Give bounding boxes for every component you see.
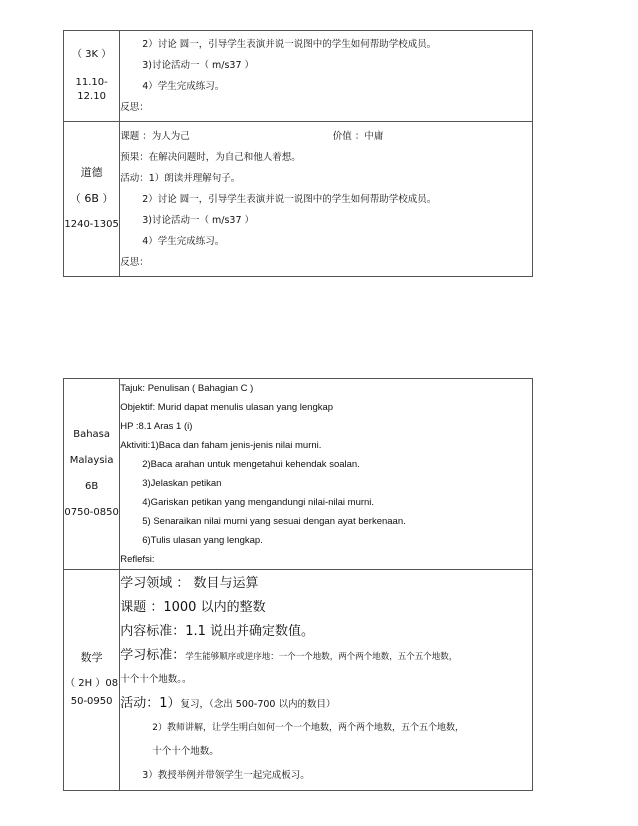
table-row xyxy=(64,379,533,570)
class-label: （ 6B ） xyxy=(69,192,114,205)
activity-line: 4）学生完成练习。 xyxy=(142,81,225,92)
learning-standard-label: 学习标准： xyxy=(120,648,186,663)
class-label: 6B xyxy=(85,481,99,492)
activity-line xyxy=(120,692,532,716)
activity-line: 3)讨论活动一（ m/s37 ） xyxy=(142,214,255,226)
activity-line: 4）学生完成练习。 xyxy=(142,235,225,247)
topic-line: Tajuk: Penulisan ( Bahagian C ) xyxy=(120,383,254,394)
class-time-cell xyxy=(64,31,120,122)
activity-line: 6)Tulis ulasan yang lengkap. xyxy=(142,535,263,546)
activity-line: 4)Gariskan petikan yang mengandungi nilai-nilai murni. xyxy=(142,497,375,508)
activity-line: 2）讨论 圆一，引导学生表演并说一说图中的学生如何帮助学校成员。 xyxy=(142,193,437,205)
learning-domain: 学习领域 ： 数目与运算 xyxy=(120,576,259,591)
time-label: 50-0950 xyxy=(70,696,113,707)
objective-line: 预果：在解决问题时，为自己和他人着想。 xyxy=(120,151,301,163)
objective-line: Objektif: Murid dapat menulis ulasan yang lengkap xyxy=(120,402,334,413)
time-label: 1240-1305 xyxy=(64,219,119,230)
content-standard: 内容标准：1.1 说出并确定数值。 xyxy=(120,624,315,639)
topic-line xyxy=(120,126,532,147)
activity-line: 3）教授举例并带领学生一起完成板习。 xyxy=(142,770,310,781)
subject-label: 数学 xyxy=(80,651,103,664)
lesson-content-cell xyxy=(120,122,533,277)
hp-line: HP :8.1 Aras 1 (i) xyxy=(120,421,193,432)
value-text: 价值 ：中庸 xyxy=(332,130,384,142)
reflection-line: 反思： xyxy=(120,102,149,113)
learning-standard-text: 学生能够顺序或逆序地：一个一个地数，两个两个地数，五个五个地数， xyxy=(185,652,458,662)
time-label: 0750-0850 xyxy=(64,507,119,518)
topic-line: 课题 ：1000 以内的整数 xyxy=(120,600,266,615)
subject-label-2: Malaysia xyxy=(69,455,114,466)
activity-line: 5) Senaraikan nilai murni yang sesuai dengan ayat berkenaan. xyxy=(142,516,406,527)
activity-line: Aktiviti:1)Baca dan faham jenis-jenis nilai murni. xyxy=(120,440,322,451)
activity-label: 活动：1） xyxy=(120,696,181,711)
table-row xyxy=(64,122,533,277)
class-time-cell xyxy=(64,122,120,277)
activity-line: 3)Jelaskan petikan xyxy=(142,478,222,489)
time-start: 11.10- xyxy=(75,77,108,88)
learning-standard-cont: 十个十个地数。。 xyxy=(120,674,192,685)
time-end: 12.10 xyxy=(77,91,106,102)
reflection-line: 反思： xyxy=(120,256,149,268)
class-label: （ 3K ） xyxy=(71,49,112,60)
lesson-table-1 xyxy=(63,30,533,277)
activity-line: 2）讨论 圆一，引导学生表演并说一说图中的学生如何帮助学校成员。 xyxy=(142,39,437,50)
topic-text: 课题 ：为人为己 xyxy=(120,130,190,142)
class-time-cell xyxy=(64,570,120,791)
activity-line: 3)讨论活动一（ m/s37 ） xyxy=(142,60,255,71)
table-row xyxy=(64,570,533,791)
class-time-cell xyxy=(64,379,120,570)
lesson-content-cell xyxy=(120,379,533,570)
lesson-table-2 xyxy=(63,378,533,791)
table-row xyxy=(64,31,533,122)
activity-line: 2)Baca arahan untuk mengetahui kehendak soalan. xyxy=(142,459,360,470)
class-time-label: （ 2H ）08 xyxy=(65,678,119,689)
activity-line: 十个十个地数。 xyxy=(152,746,219,757)
subject-label: 道德 xyxy=(80,166,103,179)
activity-text: 复习，（念出 500-700 以内的数目） xyxy=(180,699,336,710)
learning-standard xyxy=(120,644,532,668)
lesson-content-cell xyxy=(120,570,533,791)
activity-line: 2）教师讲解，让学生明白如何一个一个地数，两个两个地数，五个五个地数， xyxy=(152,723,464,733)
lesson-content-cell xyxy=(120,31,533,122)
reflection-line: Reflefsi: xyxy=(120,554,155,565)
subject-label: Bahasa xyxy=(73,429,111,440)
activity-line: 活动：1）朗读并理解句子。 xyxy=(120,172,241,184)
